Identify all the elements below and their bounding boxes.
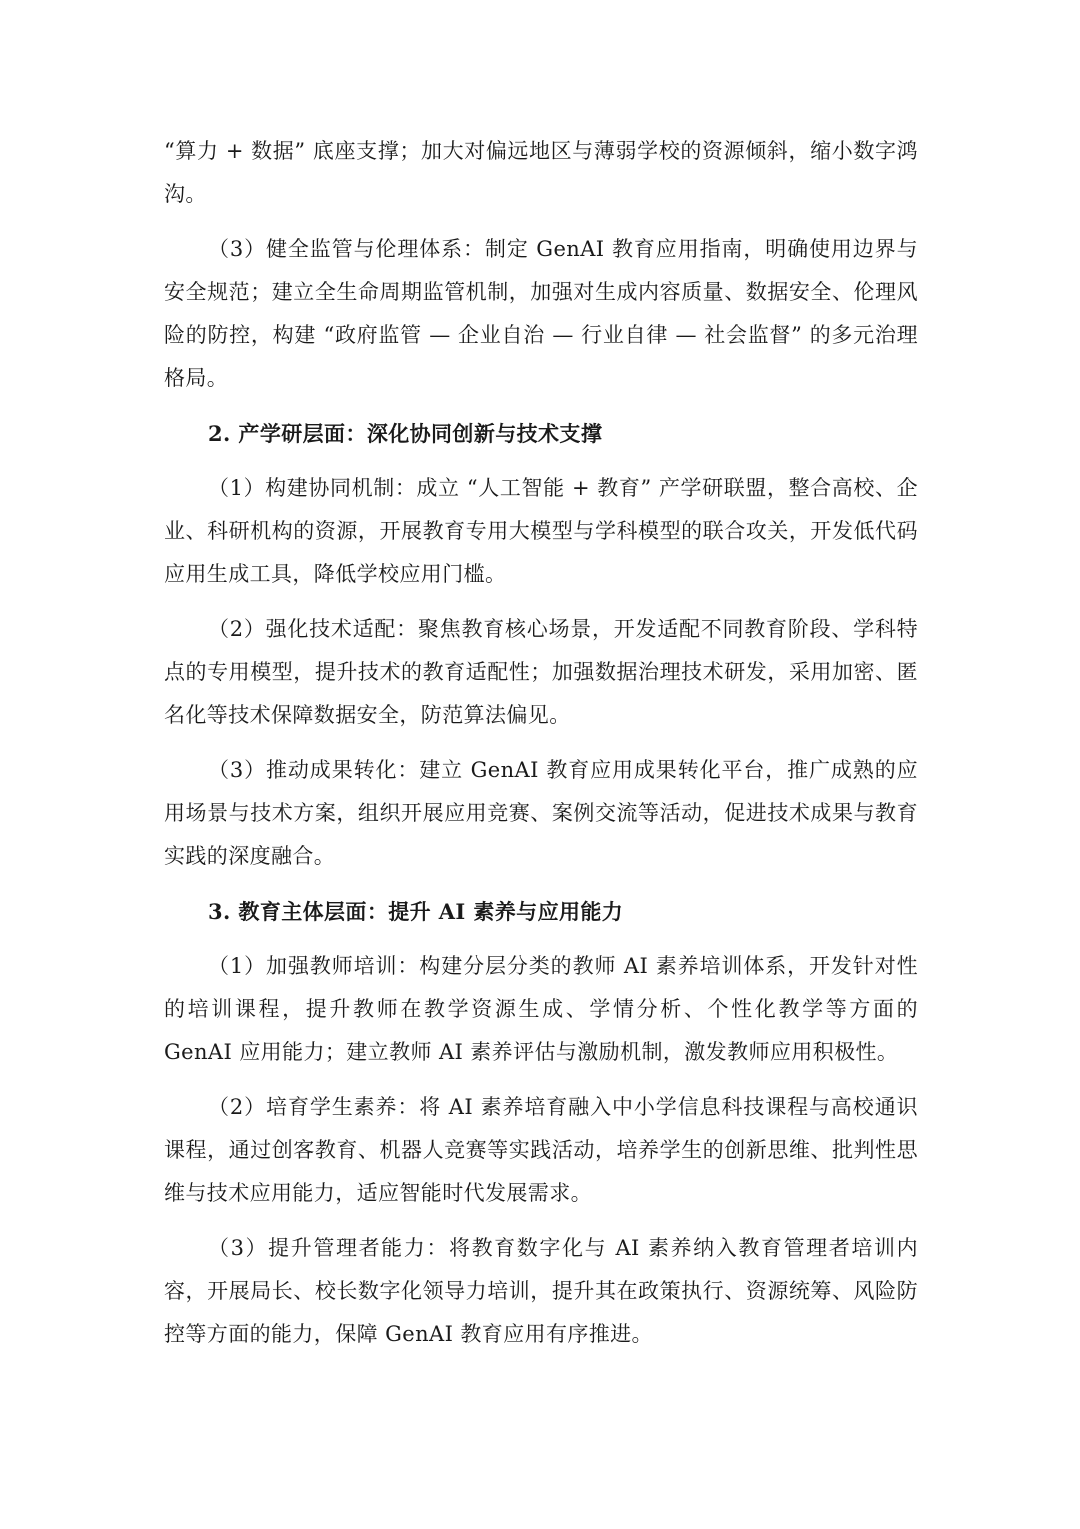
paragraph-continuation: “算力 + 数据” 底座支撑；加大对偏远地区与薄弱学校的资源倾斜，缩小数字鸿沟。 xyxy=(164,139,918,206)
paragraph-technical-adaptation: （2）强化技术适配：聚焦教育核心场景，开发适配不同教育阶段、学科特点的专用模型，提升技术的教育适配性；加强数据治理技术研发，采用加密、匿名化等技术保障数据安全，防范算法偏见。 xyxy=(164,617,918,727)
paragraph-achievement-transfer: （3）推动成果转化：建立 GenAI 教育应用成果转化平台，推广成熟的应用场景与技术方案，组织开展应用竞赛、案例交流等活动，促进技术成果与教育实践的深度融合。 xyxy=(164,758,918,868)
paragraph-collaboration-mechanism: （1）构建协同机制：成立 “人工智能 + 教育” 产学研联盟，整合高校、企业、科研机构的资源，开展教育专用大模型与学科模型的联合攻关，开发低代码应用生成工具，降低学校应用门槛。 xyxy=(164,476,918,586)
paragraph-supervision-ethics: （3）健全监管与伦理体系：制定 GenAI 教育应用指南，明确使用边界与安全规范；建立全生命周期监管机制，加强对生成内容质量、数据安全、伦理风险的防控，构建 “政府监管 — 企业自治 — 行业自律 — 社会监督” 的多元治理格局。 xyxy=(164,237,918,390)
section-heading-education-subjects: 3. 教育主体层面：提升 AI 素养与应用能力 xyxy=(208,899,624,924)
paragraph-teacher-training: （1）加强教师培训：构建分层分类的教师 AI 素养培训体系，开发针对性的培训课程，提升教师在教学资源生成、学情分析、个性化教学等方面的 GenAI 应用能力；建立教师 AI 素养评估与激励机制，激发教师应用积极性。 xyxy=(164,954,918,1064)
paragraph-manager-capacity: （3）提升管理者能力：将教育数字化与 AI 素养纳入教育管理者培训内容，开展局长、校长数字化领导力培训，提升其在政策执行、资源统筹、风险防控等方面的能力，保障 GenAI 教育应用有序推进。 xyxy=(164,1236,918,1346)
document-body xyxy=(164,130,918,1368)
paragraph-student-literacy: （2）培育学生素养：将 AI 素养培育融入中小学信息科技课程与高校通识课程，通过创客教育、机器人竞赛等实践活动，培养学生的创新思维、批判性思维与技术应用能力，适应智能时代发展需求。 xyxy=(164,1095,918,1205)
section-heading-industry-research: 2. 产学研层面：深化协同创新与技术支撑 xyxy=(208,421,603,446)
